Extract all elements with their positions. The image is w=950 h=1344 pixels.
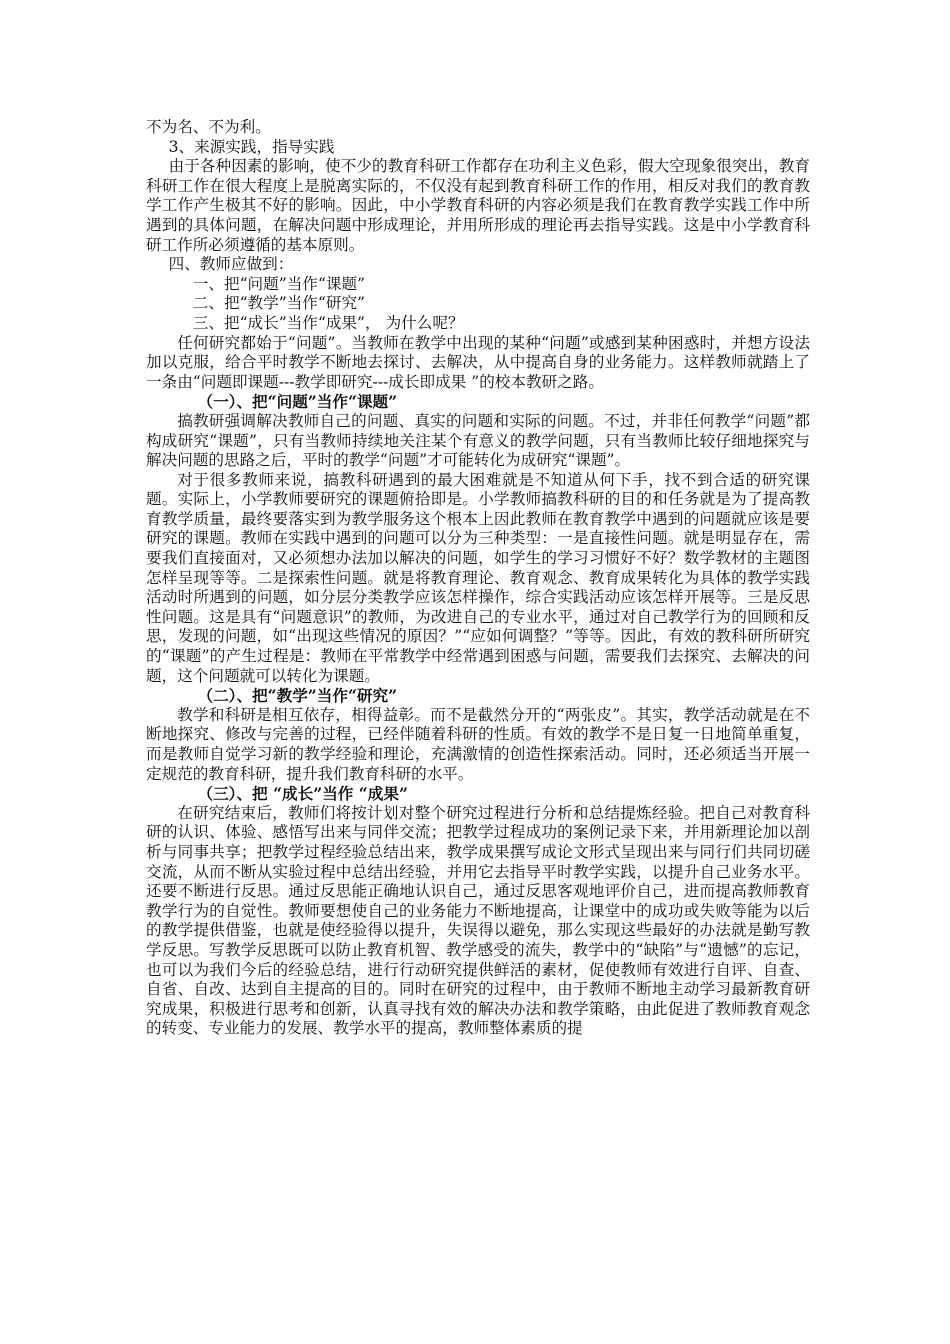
section-subheading-3: 3、来源实践，指导实践: [168, 137, 335, 156]
paragraph-practice: 由于各种因素的影响，使不少的教育科研工作都存在功利主义色彩，假大空现象很突出，教育科研工作在很大程度上是脱离实际的，不仅没有起到教育科研工作的作用，相反对我们的教育教学工作产生极其不好的影响。因此，中小学教育科研的内容必须是我们在教育教学实践工作中所遇到的具体问题，在解决问题中形成理论，并用所形成的理论再去指导实践。这是中小学教育科研工作所必须遵循的基本原则。: [146, 157, 810, 254]
paragraph-growth: 在研究结束后，教师们将按计划对整个研究过程进行分析和总结提炼经验。把自己对教育科研的认识、体验、感悟写出来与同伴交流；把教学过程成功的案例记录下来，并用新理论加以剖析与同事共享；把教学过程经验总结出来，教学成果撰写成论文形式呈现出来与同行们共同切磋交流，从而不断从实验过程中总结出经验，并用它去指导平时教学实践，以提升自己业务水平。还要不断进行反思。通过反思能正确地认识自己，通过反思客观地评价自己，进而提高教师教育教学行为的自觉性。教师要想使自己的业务能力不断地提高，让课堂中的成功或失败等能为以后的教学提供借鉴，也就是使经验得以提升，失误得以避免，那么实现这些最好的办法就是勤写教学反思。写教学反思既可以防止教育机智、教学感受的流失，教学中的“缺陷”与“遗憾”的忘记，也可以为我们今后的经验总结，进行行动研究提供鲜活的素材，促使教师有效进行自评、自查、自省、自改、达到自主提高的目的。同时在研究的过程中，由于教师不断地主动学习最新教育研究成果，积极进行思考和创新，认真寻找有效的解决办法和教学策略，由此促进了教师教育观念的转变、专业能力的发展、教学水平的提高，教师整体素质的提: [146, 803, 810, 1038]
paragraph-problem-1: 搞教研强调解决教师自己的问题、真实的问题和实际的问题。不过，并非任何教学“问题”都构成研究“课题”，只有当教师持续地关注某个有意义的教学问题，只有当教师比较仔细地探究与解决问题的思路之后，平时的教学“问题”才可能转化为成研究“课题”。: [146, 411, 810, 470]
list-item-2: 二、把“教学”当作“研究”: [192, 294, 366, 313]
paragraph-continuation: 不为名、不为利。: [146, 118, 271, 136]
paragraph-teaching: 教学和科研是相互依存，相得益彰。而不是截然分开的“两张皮”。其实，教学活动就是在不断地探究、修改与完善的过程，已经伴随着科研的性质。有效的教学不是日复一日地简单重复，而是教师自觉学习新的教学经验和理论，充满激情的创造性探索活动。同时，还必须适当开展一定规范的教育科研，提升我们教育科研的水平。: [146, 705, 810, 783]
list-item-3: 三、把“成长”当作“成果”， 为什么呢？: [192, 313, 464, 332]
paragraph-intro: 任何研究都始于“问题”。当教师在教学中出现的某种“问题”或感到某种困惑时，并想方设法加以克服，给合平时教学不断地去探讨、去解决，从中提高自身的业务能力。这样教师就踏上了一条由“问题即课题---教学即研究---成长即成果 ”的校本教研之路。: [146, 333, 810, 391]
subheading-2: （二）、把“教学”当作“研究”: [197, 686, 398, 706]
list-item-1: 一、把“问题”当作“课题”: [192, 274, 366, 293]
paragraph-problem-2: 对于很多教师来说，搞教科研遇到的最大困难就是不知道从何下手，找不到合适的研究课题。实际上，小学教师要研究的课题俯拾即是。小学教师搞教科研的目的和任务就是为了提高教育教学质量，最终要落实到为教学服务这个根本上因此教师在教育教学中遇到的问题就应该是要研究的课题。教师在实践中遇到的问题可以分为三种类型：一是直接性问题。就是明显存在，需要我们直接面对，又必须想办法加以解决的问题，如学生的学习习惯好不好？数学教材的主题图怎样呈现等等。二是探索性问题。就是将教育理论、教育观念、教育成果转化为具体的教学实践活动时所遇到的问题，如分层分类教学应该怎样操作，综合实践活动应该怎样开展等。三是反思性问题。这是具有“问题意识”的教师，为改进自己的专业水平，通过对自己教学行为的回顾和反思，发现的问题，如“出现这些情况的原因？”“应如何调整？”等等。因此，有效的教科研所研究的“课题”的产生过程是：教师在平常教学中经常遇到困惑与问题，需要我们去探究、去解决的问题，这个问题就可以转化为课题。: [146, 470, 810, 685]
section-heading-4: 四、教师应做到：: [168, 255, 294, 274]
subheading-1: （一）、把“问题”当作“课题”: [197, 392, 398, 412]
document-page: [146, 118, 810, 1039]
subheading-3: （三）、把 “成长”当作 “成果”: [197, 784, 408, 804]
